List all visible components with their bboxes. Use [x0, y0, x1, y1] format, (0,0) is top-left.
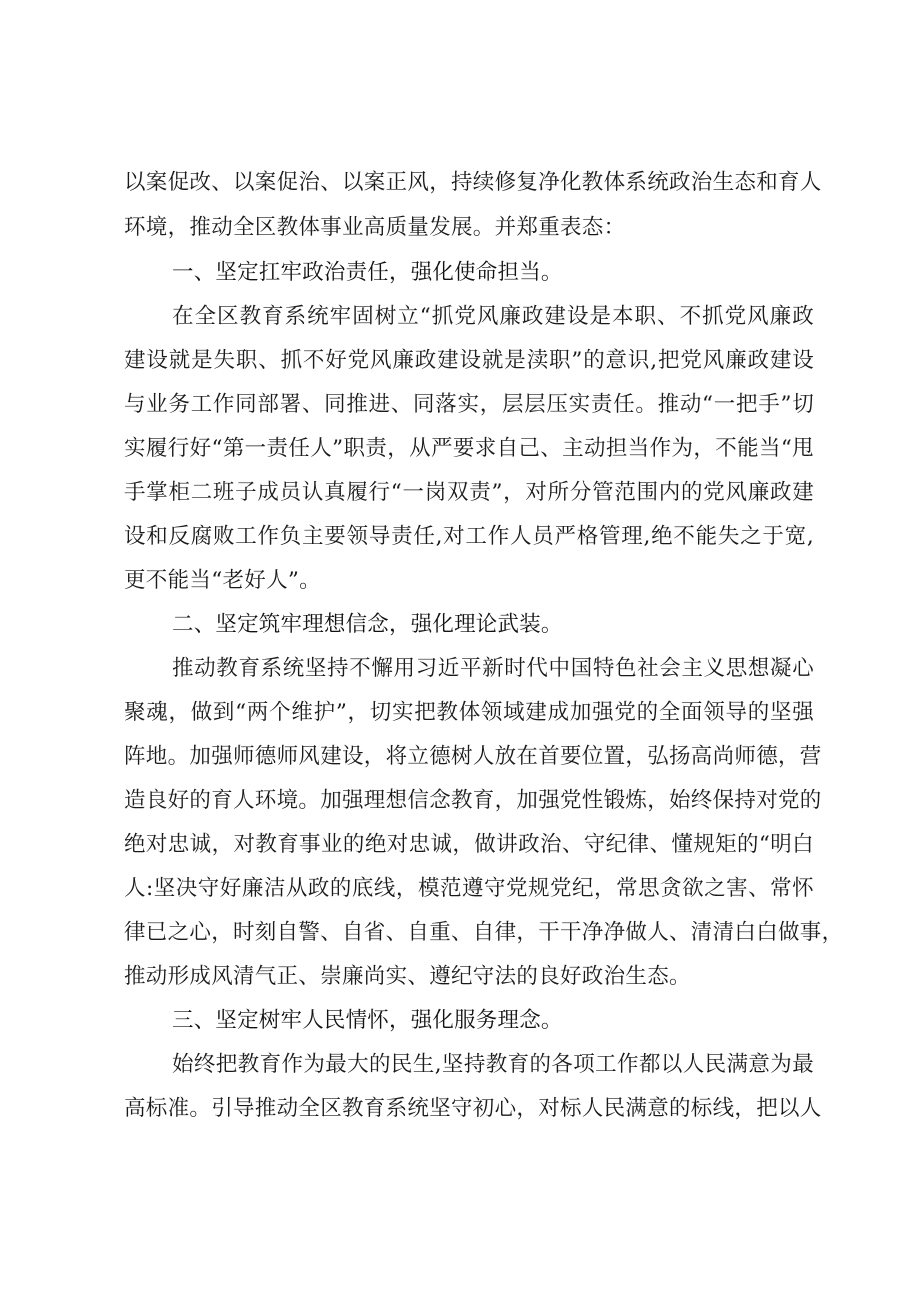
paragraph-line: 实履行好“第一责任人”职责，从严要求自己、主动担当作为，不能当“甩: [124, 436, 814, 461]
paragraph-line: 与业务工作同部署、同推进、同落实，层层压实责任。推动“一把手”切: [124, 392, 814, 417]
paragraph-line: 在全区教育系统牢固树立“抓党风廉政建设是本职、不抓党风廉政: [172, 304, 814, 329]
paragraph-line: 绝对忠诚，对教育事业的绝对忠诚，做讲政治、守纪律、懂规矩的“明白: [124, 832, 814, 857]
paragraph-line: 人:坚决守好廉洁从政的底线，模范遵守党规党纪，常思贪欲之害、常怀: [124, 876, 814, 901]
section-heading-2: 二、坚定筑牢理想信念，强化理论武装。: [172, 612, 563, 637]
paragraph-line: 以案促改、以案促治、以案正风，持续修复净化教体系统政治生态和育人: [124, 170, 822, 195]
paragraph-line: 律已之心，时刻自警、自省、自重、自律，干干净净做人、清清白白做事，: [124, 920, 844, 945]
paragraph-line: 环境，推动全区教体事业高质量发展。并郑重表态：: [124, 215, 626, 240]
paragraph-line: 推动教育系统坚持不懈用习近平新时代中国特色社会主义思想凝心: [172, 656, 814, 681]
section-heading-3: 三、坚定树牢人民情怀，强化服务理念。: [172, 1008, 563, 1033]
paragraph-line: 手掌柜二班子成员认真履行“一岗双责”，对所分管范围内的党风廉政建: [124, 480, 814, 505]
paragraph-line: 阵地。加强师德师风建设，将立德树人放在首要位置，弘扬高尚师德，营: [124, 744, 822, 769]
paragraph-line: 造良好的育人环境。加强理想信念教育，加强党性锻炼，始终保持对党的: [124, 788, 822, 813]
section-heading-1: 一、坚定扛牢政治责任，强化使命担当。: [172, 260, 563, 285]
paragraph-line: 设和反腐败工作负主要领导责任,对工作人员严格管理,绝不能失之于宽,: [124, 524, 814, 549]
paragraph-line: 始终把教育作为最大的民生,坚持教育的各项工作都以人民满意为最: [172, 1052, 814, 1077]
paragraph-line: 高标准。引导推动全区教育系统坚守初心，对标人民满意的标线，把以人: [124, 1096, 822, 1121]
paragraph-line: 建设就是失职、抓不好党风廉政建设就是渎职”的意识,把党风廉政建设: [124, 348, 814, 373]
paragraph-line: 推动形成风清气正、崇廉尚实、遵纪守法的良好政治生态。: [124, 964, 691, 989]
paragraph-line: 聚魂，做到“两个维护”，切实把教体领域建成加强党的全面领导的坚强: [124, 700, 814, 725]
paragraph-line: 更不能当“老好人”。: [124, 568, 321, 593]
